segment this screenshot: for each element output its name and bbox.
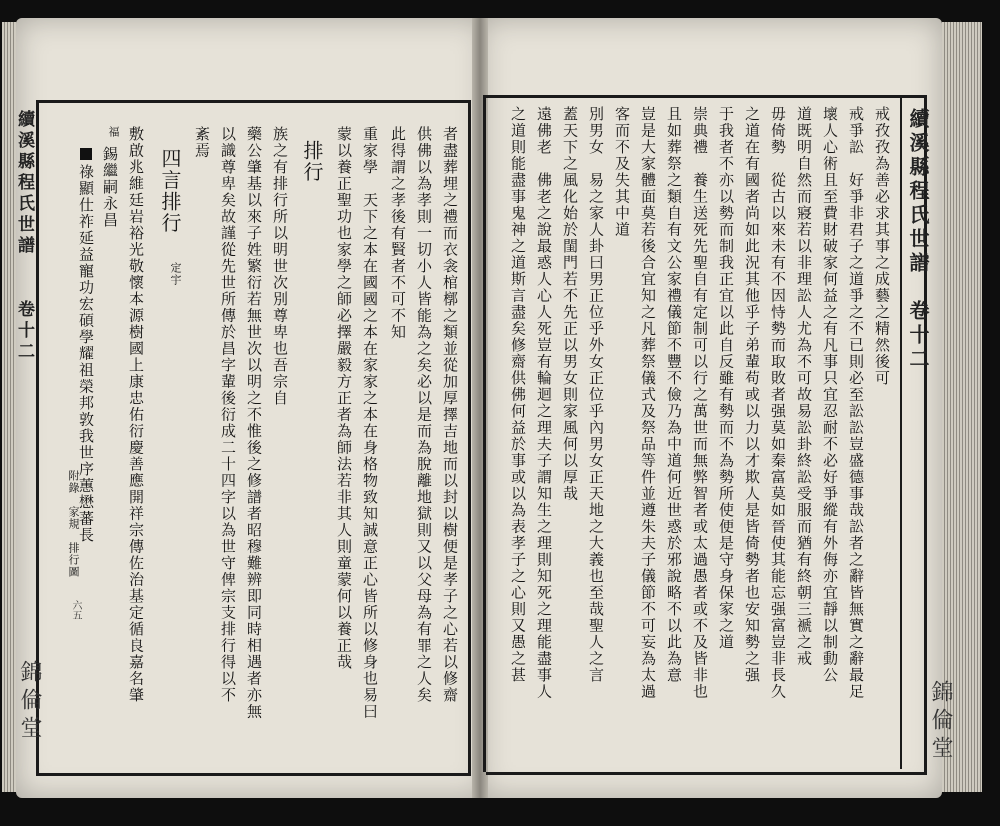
section-title-siyan: 四言排行 — [158, 148, 182, 234]
text-column: 客而不及失其中道 — [613, 106, 631, 238]
text-column: 豈是大家體面莫若後合宜知之凡葬祭儀式及祭品等件並遵朱夫子儀節不可妄為太過 — [639, 106, 657, 700]
section-note: 定宇 — [169, 262, 182, 286]
text-column: 戒孜孜為善必求其事之成藝之精然後可 — [873, 106, 891, 387]
left-volume: 卷十二 — [14, 300, 34, 363]
right-hall-name: 錦倫堂 — [928, 680, 953, 764]
poem-column: 敷啟兆維廷岩裕光敬懷本源樹國上康忠佑衍慶善應開祥宗傳佐治基定循良嘉名肇 — [127, 126, 145, 704]
text-column: 供佛以為孝則一切小人皆能為之矣必以是而為脫離地獄則又以父母為有罪之人矣 — [415, 126, 433, 704]
text-column: 蓋天下之風化始於閨門若不先正以男女則家風何以厚哉 — [561, 106, 579, 502]
right-volume: 卷十二 — [906, 300, 930, 372]
text-column: 藥公肇基以來子姓繁衍若無世次以明之不惟後之修譜者昭穆難辨即同時相遇者亦無 — [245, 126, 263, 720]
text-column: 毋倚勢 從古以來未有不因恃勢而取敗者强莫如秦富莫如晉使其能忘强富豈非長久 — [769, 106, 787, 700]
text-column: 蒙以養正聖功也家學之師必擇嚴毅方正者為師法若非其人則童蒙何以養正哉 — [335, 126, 353, 671]
text-column: 重家學 天下之本在國國之本在家家之本在身格物致知誠意正心皆所以修身也易曰 — [361, 126, 379, 720]
text-column: 戒爭訟 好爭非君子之道爭之不已則必至訟訟豈盛德事哉訟者之辭皆無實之辭最足 — [847, 106, 865, 700]
black-square-mark — [80, 148, 92, 160]
text-column: 于我者不亦以勢而制我正宜以此自反雖有勢而不為勢所使便是守身保家之道 — [717, 106, 735, 651]
text-column: 別男女 易之家人卦曰男正位乎外女正位乎內男女正天地之大義也至哉聖人之言 — [587, 106, 605, 684]
text-column: 族之有排行所以明世次別尊卑也吾宗自 — [271, 126, 289, 407]
left-book-title: 續溪縣程氏世譜 — [14, 110, 34, 257]
text-column: 道既明自然而寢若以非理訟人尤為不可故易訟卦終訟受服而猶有終朝三褫之戒 — [795, 106, 813, 667]
text-column: 以識尊卑矣故謹從先世所傳於昌字輩後衍成二十四字以為世守俾宗支排行得以不 — [219, 126, 237, 704]
poem-column: 祿顯仕祚延益寵功宏碩學耀祖榮邦敦我世序蕙懋蕃長 — [77, 164, 95, 544]
right-frame-rule — [483, 95, 486, 772]
right-book-title: 續溪縣程氏世譜 — [906, 108, 930, 276]
text-column: 壞人心術且至費財破家何益之有凡事只宜忍耐不必好爭縱有外侮亦宜靜以制動公 — [821, 106, 839, 684]
text-column: 者盡葬埋之禮而衣衾棺槨之類並從加厚擇吉地而以封以樹便是孝子之心若以修齋 — [441, 126, 459, 704]
text-column: 崇典禮 養生送死先聖自有定制可以行之萬世而無弊智者或太過愚者或不及皆非也 — [691, 106, 709, 700]
right-page-edges — [942, 22, 982, 792]
text-column: 此得謂之孝後有賢者不可不知 — [389, 126, 407, 341]
text-column: 遠佛老 佛老之說最惑人心人死豈有輪迴之理夫子謂知生之理則知死之理能盡事人 — [535, 106, 553, 700]
margin-note: 附錄 家規 排行圖 — [67, 470, 80, 578]
text-column: 且如葬祭之類自有文公家禮儀節不豐不儉乃為中道何近世惑於邪說略不以此為意 — [665, 106, 683, 684]
text-column: 之道在有國者尚如此況其他乎子弟輩苟或以力以才欺人是皆倚勢者也安知勢之强 — [743, 106, 761, 684]
left-frame-rule — [468, 100, 471, 773]
page-number: 六五 — [70, 600, 81, 620]
poem-label: 福 — [107, 126, 120, 138]
text-column: 之道則能盡事鬼神之道斯言盡矣修齋供佛何益於事或以為表孝子之心則又愚之甚 — [509, 106, 527, 684]
poem-column: 錫繼嗣永昌 — [101, 146, 119, 229]
left-hall-name: 錦倫堂 — [17, 660, 42, 744]
text-column: 紊焉 — [193, 126, 211, 159]
right-margin-rule — [900, 95, 902, 769]
section-heading-paihang: 排行 — [300, 140, 324, 183]
